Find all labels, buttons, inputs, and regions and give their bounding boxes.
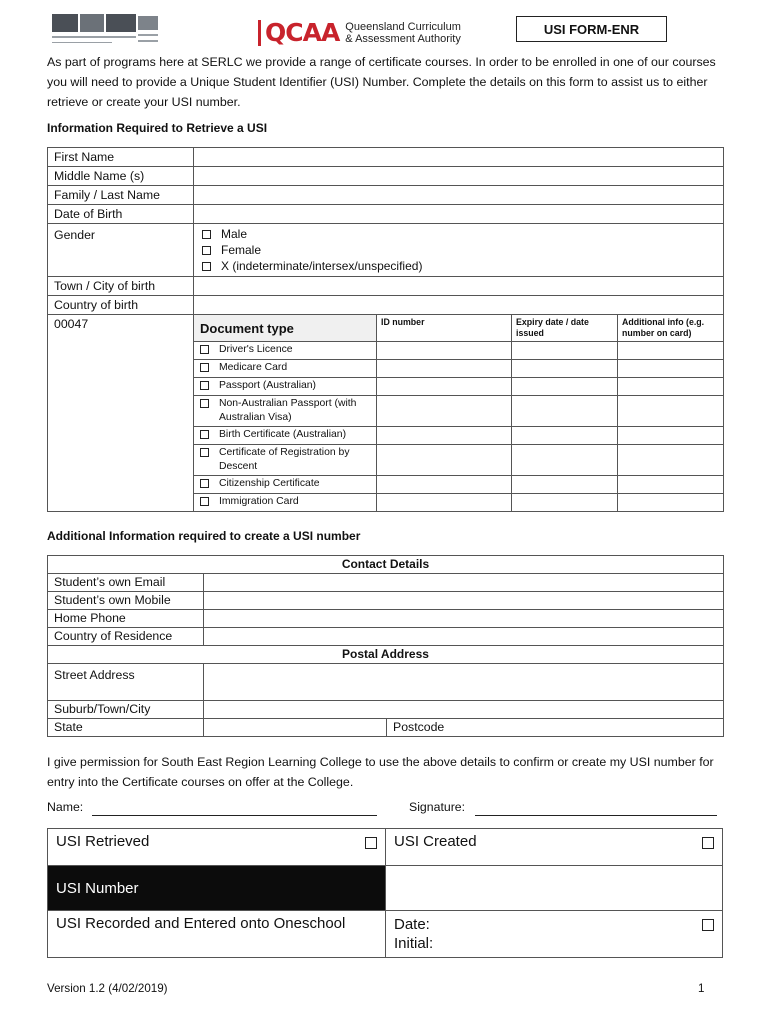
- first-name-field[interactable]: [194, 148, 724, 167]
- usi-retrieved-label: USI Retrieved: [56, 833, 150, 850]
- suburb-field[interactable]: [204, 701, 724, 719]
- doc-medicare-card[interactable]: Medicare Card: [194, 360, 377, 378]
- suburb-label: Suburb/Town/City: [48, 701, 204, 719]
- qcaa-logo: [258, 18, 461, 48]
- college-logo: [52, 14, 160, 46]
- additional-cell[interactable]: [618, 342, 724, 360]
- date-initial-cell: [386, 911, 723, 958]
- town-label: Town / City of birth: [48, 277, 194, 296]
- create-table: [47, 555, 724, 737]
- checkbox-icon[interactable]: [200, 399, 209, 408]
- signature-line[interactable]: [475, 815, 717, 816]
- checkbox-icon[interactable]: [365, 837, 377, 849]
- usi-created-label: USI Created: [394, 833, 477, 850]
- id-number-cell[interactable]: [377, 445, 512, 476]
- usi-recorded-label: USI Recorded and Entered onto Oneschool: [48, 911, 386, 958]
- doc-immigration-card[interactable]: Immigration Card: [194, 494, 377, 512]
- checkbox-icon[interactable]: [200, 497, 209, 506]
- retrieve-table: [47, 147, 724, 512]
- expiry-date-header: Expiry date / date issued: [512, 315, 618, 342]
- gender-option-female[interactable]: Female: [202, 242, 715, 258]
- checkbox-icon[interactable]: [200, 381, 209, 390]
- expiry-cell[interactable]: [512, 396, 618, 427]
- create-section-title: Additional Information required to create a USI number: [47, 529, 361, 543]
- gender-option-male[interactable]: Male: [202, 226, 715, 242]
- postal-address-header: Postal Address: [48, 646, 724, 664]
- version-label: Version 1.2 (4/02/2019): [47, 982, 168, 995]
- checkbox-icon[interactable]: [200, 479, 209, 488]
- country-label: Country of birth: [48, 296, 194, 315]
- checkbox-icon[interactable]: [702, 837, 714, 849]
- state-label: State: [48, 719, 204, 737]
- first-name-label: First Name: [48, 148, 194, 167]
- expiry-cell[interactable]: [512, 378, 618, 396]
- id-number-cell[interactable]: [377, 494, 512, 512]
- qcaa-logo-mark: QCAA: [265, 18, 340, 47]
- initial-label: Initial:: [394, 935, 434, 952]
- additional-cell[interactable]: [618, 476, 724, 494]
- form-id-box: USI FORM-ENR: [516, 16, 667, 42]
- id-number-cell[interactable]: [377, 342, 512, 360]
- doc-non-australian-passport[interactable]: Non-Australian Passport (with Australian Visa): [194, 396, 377, 427]
- expiry-cell[interactable]: [512, 427, 618, 445]
- street-address-field[interactable]: [204, 664, 724, 701]
- expiry-cell[interactable]: [512, 445, 618, 476]
- gender-label: Gender: [48, 224, 194, 277]
- doc-passport-australian[interactable]: Passport (Australian): [194, 378, 377, 396]
- name-line[interactable]: [92, 815, 377, 816]
- mobile-label: Student’s own Mobile: [48, 592, 204, 610]
- id-number-cell[interactable]: [377, 378, 512, 396]
- id-number-header: ID number: [377, 315, 512, 342]
- postcode-label: Postcode: [393, 720, 445, 734]
- town-field[interactable]: [194, 277, 724, 296]
- residence-field[interactable]: [204, 628, 724, 646]
- mobile-field[interactable]: [204, 592, 724, 610]
- additional-cell[interactable]: [618, 396, 724, 427]
- family-name-label: Family / Last Name: [48, 186, 194, 205]
- additional-cell[interactable]: [618, 427, 724, 445]
- usi-number-label: USI Number: [48, 866, 386, 911]
- middle-name-label: Middle Name (s): [48, 167, 194, 186]
- expiry-cell[interactable]: [512, 342, 618, 360]
- additional-cell[interactable]: [618, 445, 724, 476]
- id-number-cell[interactable]: [377, 360, 512, 378]
- intro-paragraph: As part of programs here at SERLC we provide a range of certificate courses. In order to be enrolled in one of our courses you will need to provide a Unique Student Identifier (USI) Number. Complete the details on this form to assist us to either retrieve or create your USI number.: [47, 55, 716, 109]
- street-address-label: Street Address: [48, 664, 204, 701]
- country-field[interactable]: [194, 296, 724, 315]
- doc-birth-certificate[interactable]: Birth Certificate (Australian): [194, 427, 377, 445]
- id-number-cell[interactable]: [377, 427, 512, 445]
- id-number-cell[interactable]: [377, 396, 512, 427]
- checkbox-icon[interactable]: [702, 919, 714, 931]
- qcaa-name-line1: Queensland Curriculum: [345, 21, 461, 33]
- permission-paragraph: I give permission for South East Region Learning College to use the above details to confirm or create my USI number for entry into the Certificate courses on offer at the College.: [47, 755, 714, 789]
- additional-cell[interactable]: [618, 360, 724, 378]
- name-label: Name:: [47, 800, 84, 814]
- doc-certificate-registration[interactable]: Certificate of Registration by Descent: [194, 445, 377, 476]
- signature-label: Signature:: [409, 800, 466, 814]
- document-type-header: Document type: [194, 315, 377, 342]
- dob-field[interactable]: [194, 205, 724, 224]
- retrieve-section-title: Information Required to Retrieve a USI: [47, 121, 268, 135]
- state-field[interactable]: [204, 719, 387, 737]
- id-number-cell[interactable]: [377, 476, 512, 494]
- usi-created-cell: [386, 829, 723, 866]
- doc-drivers-licence[interactable]: Driver's Licence: [194, 342, 377, 360]
- expiry-cell[interactable]: [512, 476, 618, 494]
- additional-cell[interactable]: [618, 378, 724, 396]
- gender-option-x[interactable]: X (indeterminate/intersex/unspecified): [202, 258, 715, 274]
- expiry-cell[interactable]: [512, 494, 618, 512]
- checkbox-icon[interactable]: [200, 363, 209, 372]
- home-phone-label: Home Phone: [48, 610, 204, 628]
- email-field[interactable]: [204, 574, 724, 592]
- expiry-cell[interactable]: [512, 360, 618, 378]
- qcaa-name-line2: & Assessment Authority: [345, 33, 461, 45]
- checkbox-icon[interactable]: [202, 262, 211, 271]
- additional-info-header: Additional info (e.g. number on card): [618, 315, 724, 342]
- checkbox-icon[interactable]: [202, 230, 211, 239]
- usi-retrieved-cell: [48, 829, 386, 866]
- document-code: 00047: [48, 315, 194, 512]
- checkbox-icon[interactable]: [200, 430, 209, 439]
- contact-details-header: Contact Details: [48, 556, 724, 574]
- email-label: Student’s own Email: [48, 574, 204, 592]
- residence-label: Country of Residence: [48, 628, 204, 646]
- postcode-field[interactable]: [387, 719, 724, 737]
- home-phone-field[interactable]: [204, 610, 724, 628]
- family-name-field[interactable]: [194, 186, 724, 205]
- additional-cell[interactable]: [618, 494, 724, 512]
- middle-name-field[interactable]: [194, 167, 724, 186]
- page-number: 1: [698, 982, 705, 995]
- usi-number-field[interactable]: [386, 866, 723, 911]
- checkbox-icon[interactable]: [200, 448, 209, 457]
- date-label: Date:: [394, 916, 430, 933]
- dob-label: Date of Birth: [48, 205, 194, 224]
- doc-citizenship-certificate[interactable]: Citizenship Certificate: [194, 476, 377, 494]
- checkbox-icon[interactable]: [202, 246, 211, 255]
- gender-options: [194, 224, 724, 277]
- office-table: [47, 828, 723, 958]
- checkbox-icon[interactable]: [200, 345, 209, 354]
